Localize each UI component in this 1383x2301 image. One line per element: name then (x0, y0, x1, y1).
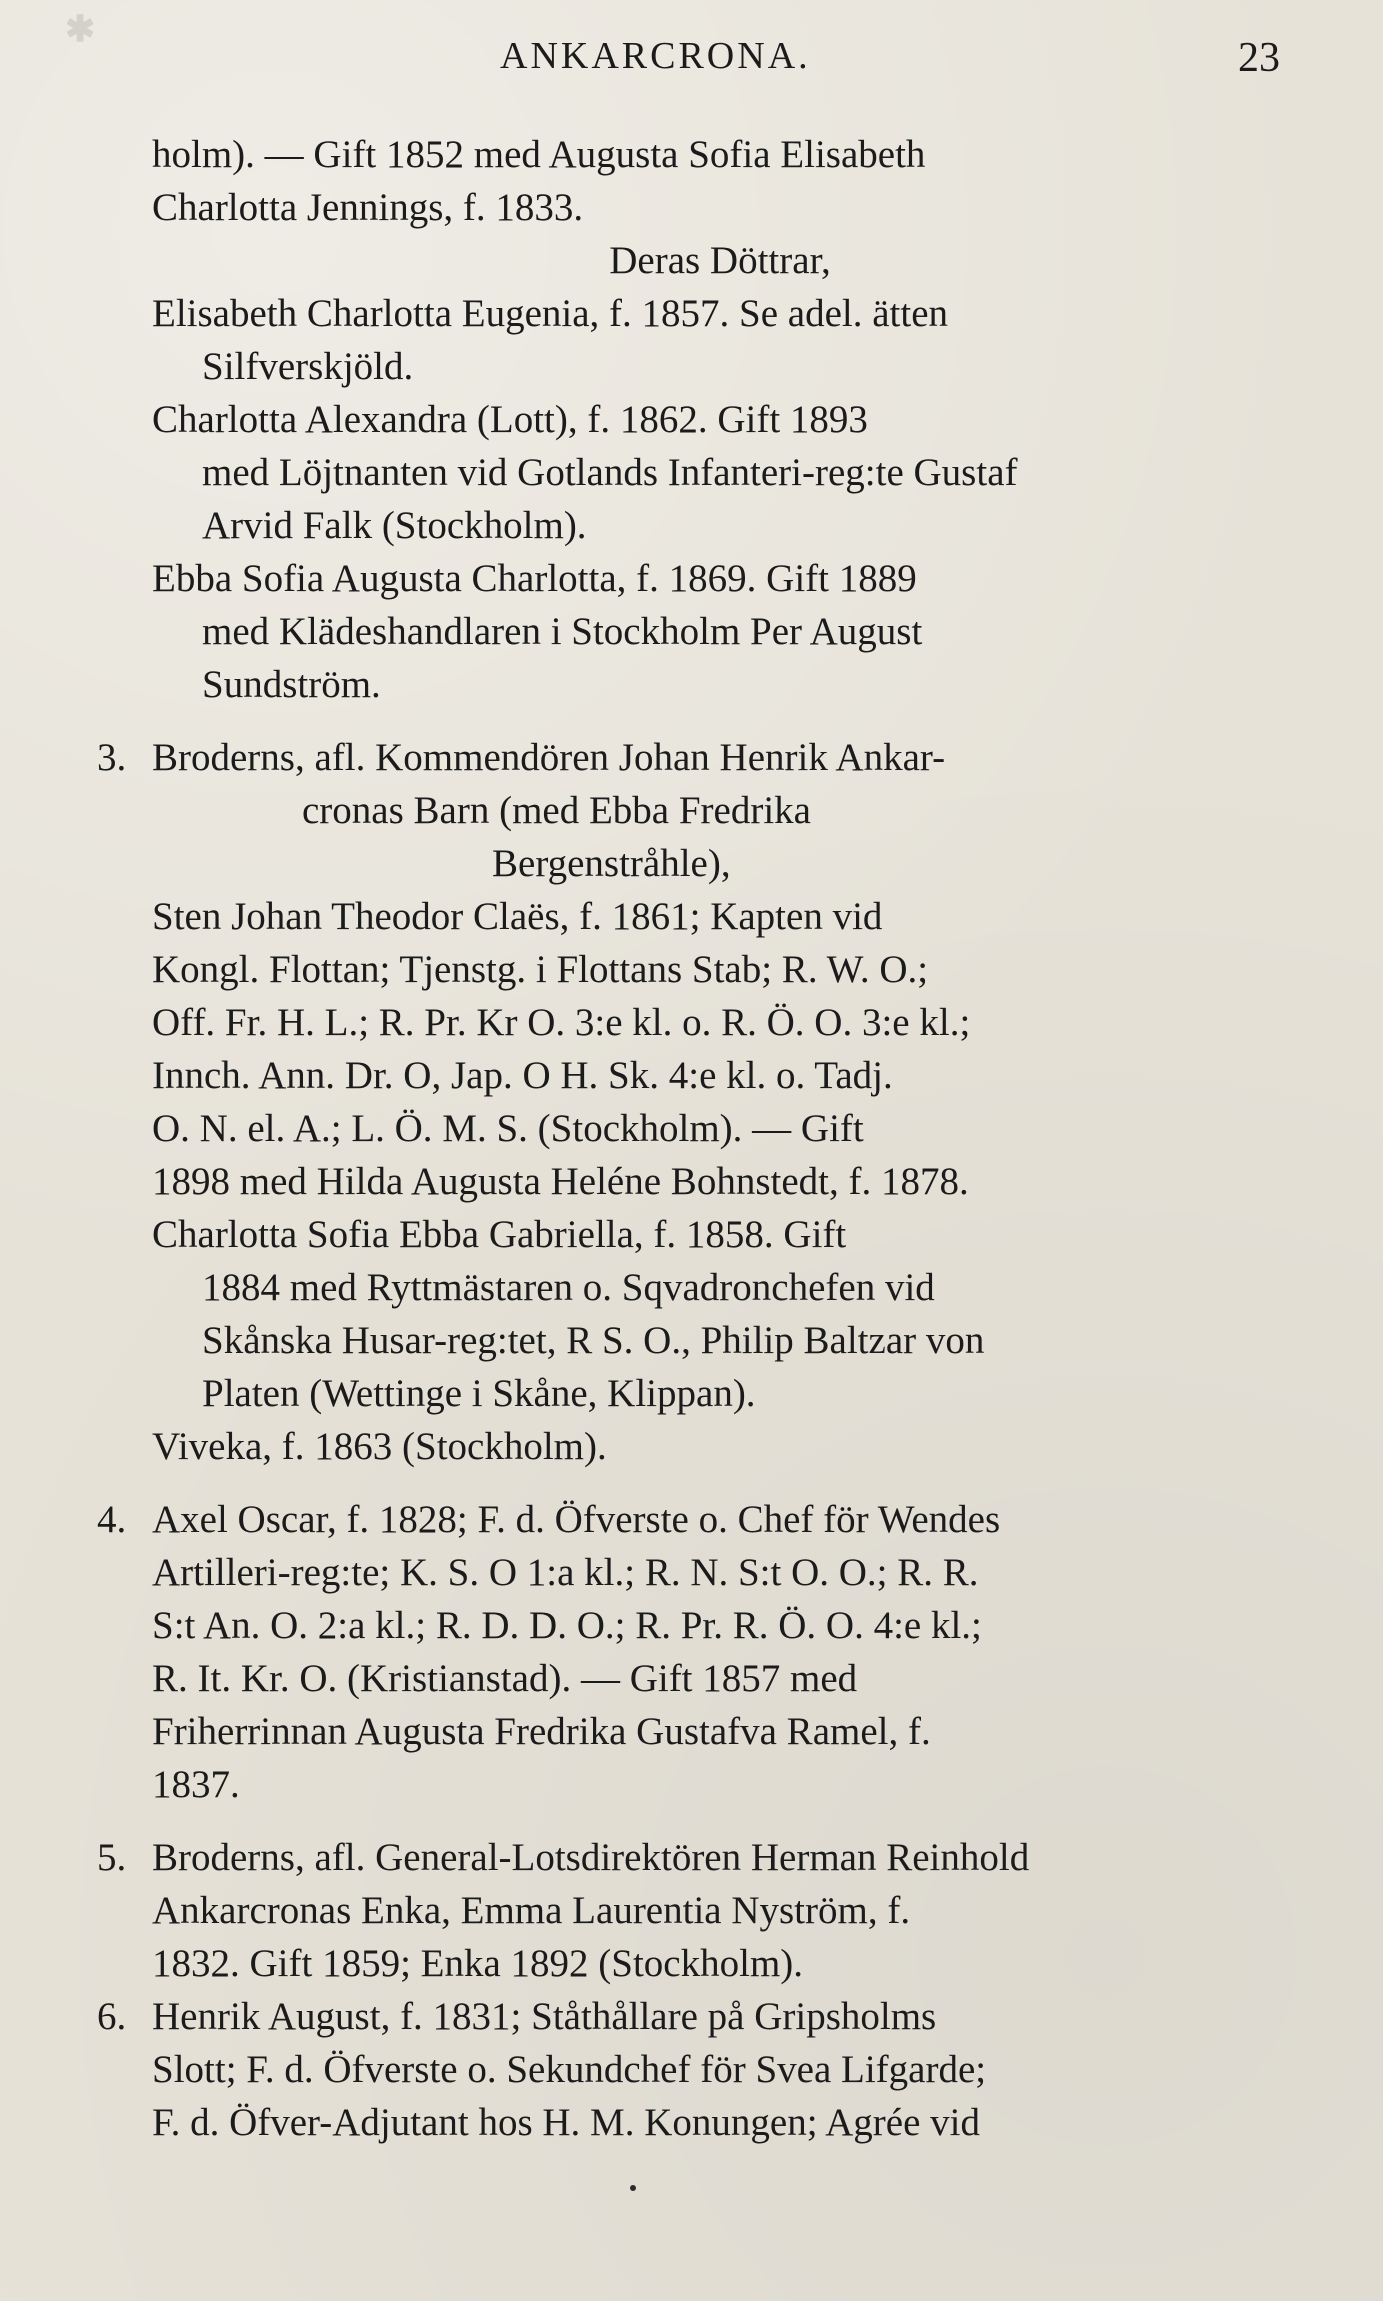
entry-number: 3. (97, 736, 127, 779)
text-line: holm). — Gift 1852 med Augusta Sofia Elisabeth (152, 133, 926, 176)
text-line: Slott; F. d. Öfverste o. Sekundchef för Svea Lifgarde; (152, 2048, 987, 2091)
text-line: med Löjtnanten vid Gotlands Infanteri-reg:te Gustaf (202, 451, 1018, 494)
text-line: 1884 med Ryttmästaren o. Sqvadronchefen vid (202, 1266, 935, 1309)
text-line: O. N. el. A.; L. Ö. M. S. (Stockholm). — Gift (152, 1107, 864, 1150)
entry-4 (97, 1493, 1288, 1811)
text-line: Elisabeth Charlotta Eugenia, f. 1857. Se adel. ätten (152, 292, 949, 335)
text-line: Charlotta Alexandra (Lott), f. 1862. Gift 1893 (152, 398, 868, 441)
text-line: R. It. Kr. O. (Kristianstad). — Gift 1857 med (152, 1657, 858, 1700)
text-line (97, 1831, 1288, 1884)
page-number: 23 (1238, 35, 1280, 81)
section-subheading: Deras Döttrar, (609, 239, 831, 282)
text-line: Viveka, f. 1863 (Stockholm). (152, 1425, 607, 1468)
text-line (97, 731, 1288, 784)
bleed-through-mark: ✱ (65, 9, 96, 49)
text-line: Sundström. (202, 663, 381, 706)
entry-number: 4. (97, 1498, 127, 1541)
text-line: Ebba Sofia Augusta Charlotta, f. 1869. Gift 1889 (152, 557, 917, 600)
text-line: Friherrinnan Augusta Fredrika Gustafva Ramel, f. (152, 1710, 931, 1753)
entry-6 (97, 1990, 1288, 2149)
entry-number: 5. (97, 1836, 127, 1879)
text-line: Innch. Ann. Dr. O, Jap. O H. Sk. 4:e kl. o. Tadj. (152, 1054, 893, 1097)
text-line: Sten Johan Theodor Claës, f. 1861; Kapten vid (152, 895, 883, 938)
ink-dot (630, 2185, 636, 2191)
entry-3 (97, 731, 1288, 1473)
text-line: S:t An. O. 2:a kl.; R. D. D. O.; R. Pr. R. Ö. O. 4:e kl.; (152, 1604, 982, 1647)
entry-5 (97, 1831, 1288, 1990)
text-line: Platen (Wettinge i Skåne, Klippan). (202, 1372, 756, 1415)
text-line: Charlotta Sofia Ebba Gabriella, f. 1858. Gift (152, 1213, 847, 1256)
text-line-content: Henrik August, f. 1831; Ståthållare på Gripsholms (152, 1995, 937, 2038)
text-line (97, 1493, 1288, 1546)
text-line (97, 1990, 1288, 2043)
text-line: Artilleri-reg:te; K. S. O 1:a kl.; R. N. S:t O. O.; R. R. (152, 1551, 979, 1594)
text-line: Skånska Husar-reg:tet, R S. O., Philip Baltzar von (202, 1319, 985, 1362)
entry-number: 6. (97, 1995, 127, 2038)
text-line: Bergenstråhle), (492, 842, 731, 885)
running-head: ANKARCRONA. (500, 35, 811, 77)
text-line-content: Broderns, afl. General-Lotsdirektören Herman Reinhold (152, 1836, 1030, 1879)
text-line: Ankarcronas Enka, Emma Laurentia Nyström, f. (152, 1889, 911, 1932)
text-line: Arvid Falk (Stockholm). (202, 504, 587, 547)
body-text (97, 128, 1288, 2149)
text-line: 1832. Gift 1859; Enka 1892 (Stockholm). (152, 1942, 804, 1985)
text-line: F. d. Öfver-Adjutant hos H. M. Konungen; Agrée vid (152, 2101, 980, 2144)
text-line: med Klädeshandlaren i Stockholm Per August (202, 610, 923, 653)
text-line: 1837. (152, 1763, 240, 1806)
text-line: cronas Barn (med Ebba Fredrika (302, 789, 811, 832)
page-header (500, 34, 1280, 84)
text-line: Kongl. Flottan; Tjenstg. i Flottans Stab; R. W. O.; (152, 948, 929, 991)
text-line: Charlotta Jennings, f. 1833. (152, 186, 584, 229)
text-line: Off. Fr. H. L.; R. Pr. Kr O. 3:e kl. o. R. Ö. O. 3:e kl.; (152, 1001, 971, 1044)
text-line-content: Axel Oscar, f. 1828; F. d. Öfverste o. Chef för Wendes (152, 1498, 1001, 1541)
text-line: 1898 med Hilda Augusta Heléne Bohnstedt, f. 1878. (152, 1160, 969, 1203)
text-line-content: Broderns, afl. Kommendören Johan Henrik Ankar- (152, 736, 946, 779)
text-line: Silfverskjöld. (202, 345, 414, 388)
